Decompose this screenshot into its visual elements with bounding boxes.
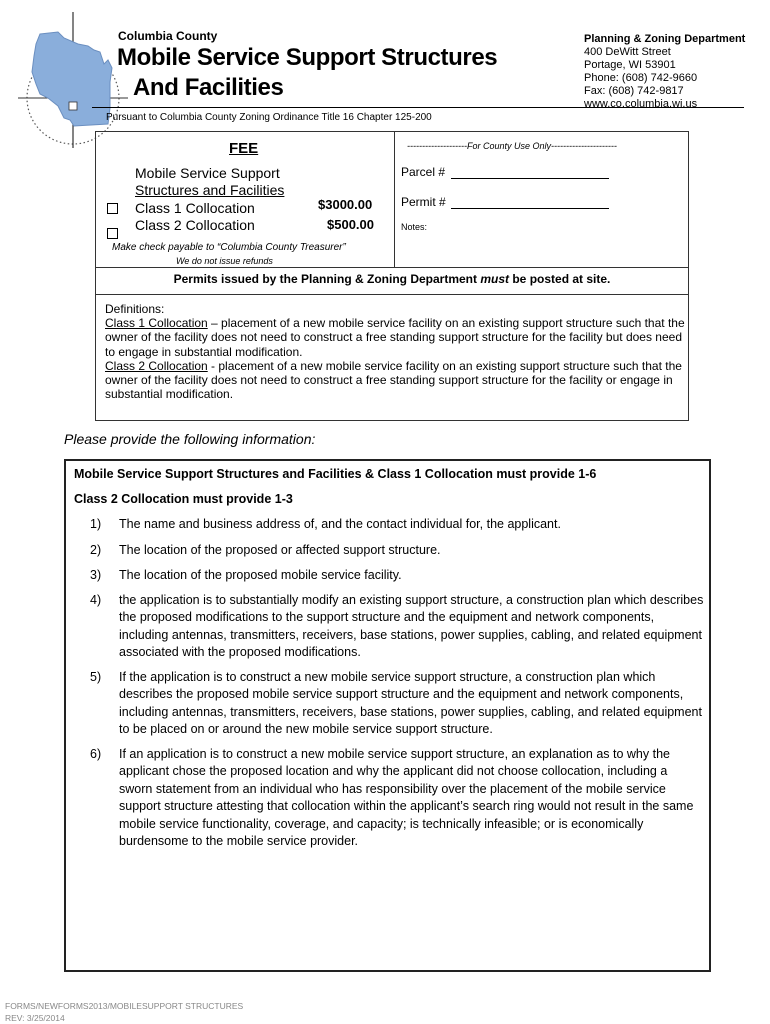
- instructions-heading: Please provide the following information:: [64, 431, 316, 447]
- page-title-line1: Mobile Service Support Structures: [117, 44, 498, 71]
- fee-box-row-divider: [95, 267, 689, 268]
- refund-note: We do not issue refunds: [176, 256, 273, 266]
- fee-box-row-divider: [95, 294, 689, 295]
- parcel-label: Parcel #: [401, 165, 446, 179]
- definition-class2-text: - placement of a new mobile service facility on an existing support structure such that the owner of the facility does not need to construct a free standing support structure for the facility or engage in substantial modification.: [105, 358, 682, 402]
- permit-field[interactable]: [451, 208, 609, 209]
- county-logo: [18, 12, 128, 148]
- fee-item-structures-line2: Structures and Facilities: [135, 182, 285, 198]
- footer-revision: REV: 3/25/2014: [5, 1013, 65, 1023]
- list-item: If the application is to construct a new mobile service support structure, a construction plan which describes the proposed mobile service support structure and the equipment and network components, including antennas, transmitters, receivers, base stations, power supplies, cabling, and related equipment to be placed on or around the new mobile service support structure.: [119, 670, 702, 737]
- list-item: The location of the proposed or affected support structure.: [119, 543, 441, 557]
- permit-label: Permit #: [401, 195, 446, 209]
- fee-item-class2: Class 2 Collocation: [135, 217, 255, 233]
- notes-label: Notes:: [401, 222, 428, 232]
- definitions-heading: Definitions:: [105, 302, 165, 316]
- list-item: If an application is to construct a new mobile service support structure, an explanation as to why the applicant chose the proposed location and why the applicant did not choose collocation, including a sworn statement from an individual who has responsibility over the placement of the mobile service support structure attesting that collocation within the applicant’s search ring would not result in the same mobile service functionality, coverage, and capacity; is technically infeasible; or is economically burdensome to the mobile service provider.: [119, 747, 694, 849]
- ordinance-reference: Pursuant to Columbia County Zoning Ordinance Title 16 Chapter 125-200: [106, 112, 432, 123]
- fee-item-class1: Class 1 Collocation: [135, 200, 255, 216]
- department-address: 400 DeWitt Street: [584, 46, 671, 58]
- posting-notice-suffix: be posted at site.: [509, 272, 611, 286]
- posting-notice: [95, 272, 689, 286]
- definitions: [105, 302, 685, 401]
- definition-class2: [105, 359, 685, 402]
- department-name: Planning & Zoning Department: [584, 33, 746, 45]
- fee-amount-structures: $3000.00: [318, 197, 373, 212]
- payable-note: Make check payable to “Columbia County Treasurer”: [112, 242, 346, 253]
- county-use-label: --------------------For County Use Only----------------------: [407, 141, 617, 151]
- posting-notice-emphasis: must: [480, 272, 510, 286]
- department-city: Portage, WI 53901: [584, 59, 676, 71]
- list-item-number: 3): [90, 568, 102, 582]
- wisconsin-map-icon: [32, 32, 112, 126]
- definition-class1-term: Class 1 Collocation: [105, 316, 208, 331]
- list-item-number: 1): [90, 517, 102, 531]
- list-item: the application is to substantially modify an existing support structure, a construction plan which describes the proposed modifications to the support structure and the equipment and network components, including antennas, transmitters, receivers, base stations, power supplies, cabling, and related equipment associated with the proposed modifications.: [119, 593, 704, 660]
- posting-notice-prefix: Permits issued by the Planning & Zoning Department: [173, 272, 481, 286]
- department-phone: Phone: (608) 742-9660: [584, 72, 698, 84]
- department-contact: [584, 33, 745, 111]
- footer-path: FORMS/NEWFORMS2013/MOBILESUPPORT STRUCTURES: [5, 1001, 244, 1011]
- list-item-number: 2): [90, 543, 102, 557]
- fee-box-divider: [394, 131, 395, 268]
- county-name: Columbia County: [118, 29, 218, 43]
- list-item-number: 5): [90, 670, 102, 684]
- requirements-line2: Class 2 Collocation must provide 1-3: [74, 492, 293, 506]
- department-fax: Fax: (608) 742-9817: [584, 85, 684, 97]
- list-item: The location of the proposed mobile service facility.: [119, 568, 402, 582]
- fee-amount-collocation: $500.00: [327, 217, 374, 232]
- parcel-field[interactable]: [451, 178, 609, 179]
- fee-item-structures-line1: Mobile Service Support: [135, 165, 280, 181]
- requirements-line1: Mobile Service Support Structures and Facilities & Class 1 Collocation must provide 1-6: [74, 467, 597, 481]
- definition-class1-text: – placement of a new mobile service facility on an existing support structure such that the owner of the facility does not need to construct a free standing support structure for the facility but does need to engage in substantial modification.: [105, 316, 685, 359]
- list-item: The name and business address of, and the contact individual for, the applicant.: [119, 517, 561, 531]
- definition-class2-term: Class 2 Collocation: [105, 358, 208, 373]
- page-title-line2: And Facilities: [133, 74, 284, 101]
- fee-heading: FEE: [229, 140, 259, 157]
- class1-checkbox[interactable]: [107, 203, 118, 214]
- definition-class1: [105, 316, 685, 359]
- list-item-number: 4): [90, 593, 102, 607]
- department-website: www.co.columbia.wi.us: [584, 98, 698, 110]
- class2-checkbox[interactable]: [107, 228, 118, 239]
- list-item-number: 6): [90, 747, 102, 761]
